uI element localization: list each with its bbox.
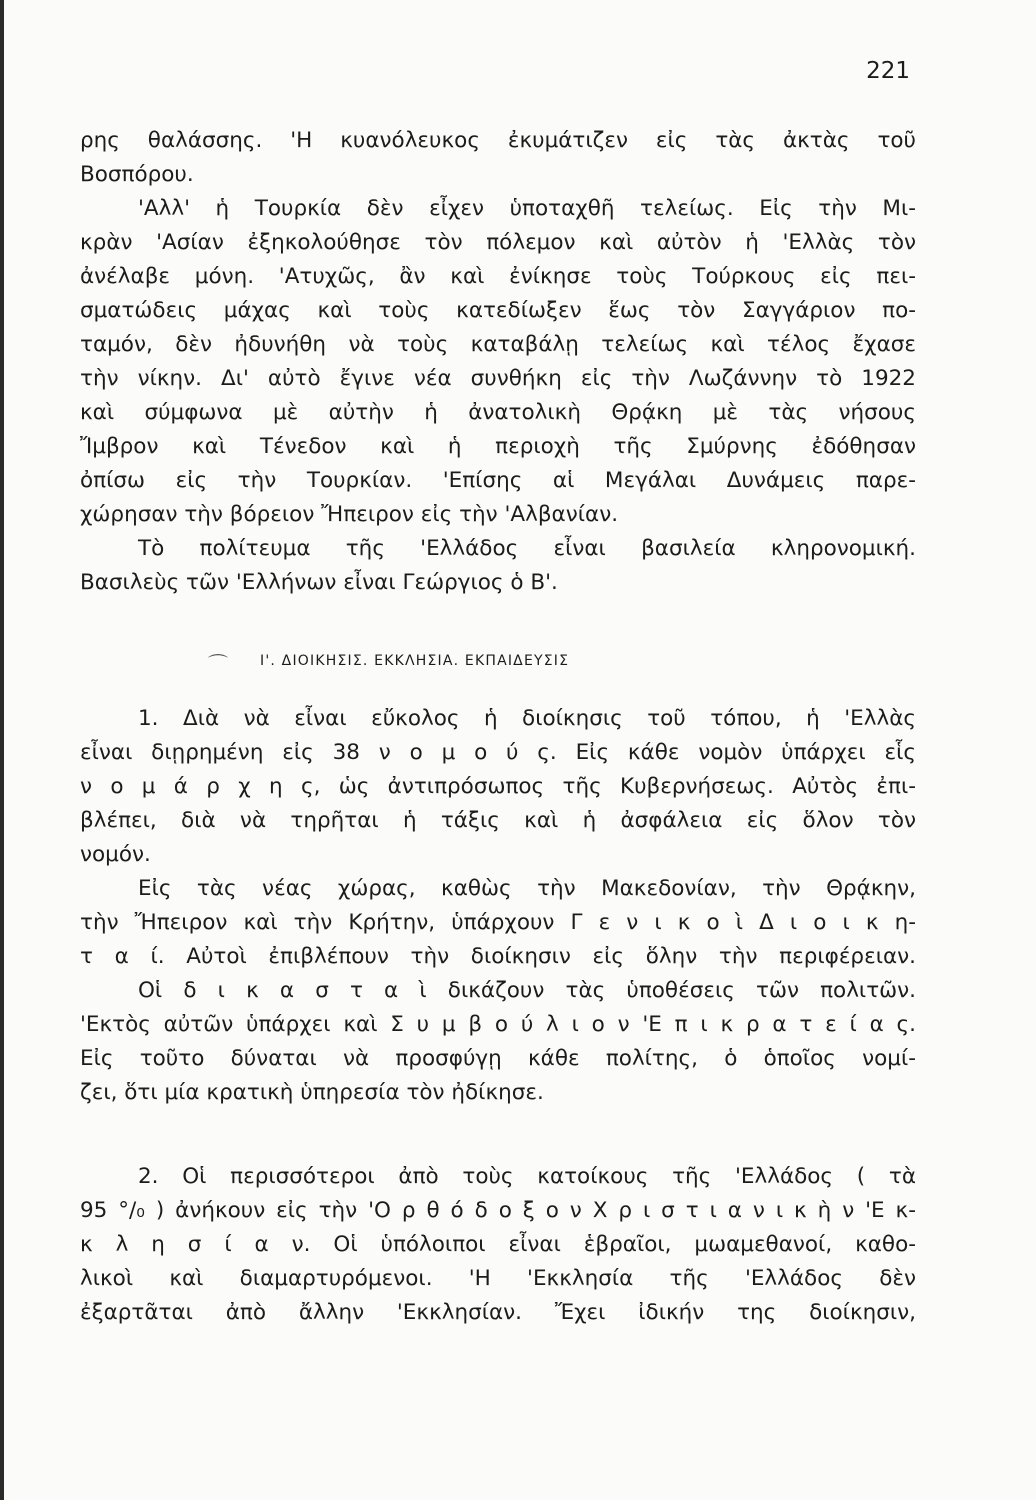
text-line: ταμόν, δὲν ἠδυνήθη νὰ τοὺς καταβάλῃ τελείως καὶ τέλος ἔχασε <box>80 332 916 357</box>
text-line: Τὸ πολίτευμα τῆς 'Ελλάδος εἶναι βασιλεία κληρονομική. <box>138 536 916 561</box>
text-line: Οἱ δ ι κ α σ τ α ὶ δικάζουν τὰς ὑποθέσεις τῶν πολιτῶν. <box>138 978 916 1003</box>
text-line: χώρησαν τὴν βόρειον Ἤπειρον εἰς τὴν 'Αλβανίαν. <box>80 502 619 527</box>
text-line: Ἴμβρον καὶ Τένεδον καὶ ἡ περιοχὴ τῆς Σμύρνης ἐδόθησαν <box>80 434 916 459</box>
text-line: ἐξαρτᾶται ἀπὸ ἄλλην 'Εκκλησίαν. Ἔχει ἰδικήν της διοίκησιν, <box>80 1300 916 1325</box>
text-line: νομόν. <box>80 842 151 867</box>
text-line: Βοσπόρου. <box>80 162 194 187</box>
text-line: λικοὶ καὶ διαμαρτυρόμενοι. 'Η 'Εκκλησία τῆς 'Ελλάδος δὲν <box>80 1266 916 1291</box>
text-line: σματώδεις μάχας καὶ τοὺς κατεδίωξεν ἕως τὸν Σαγγάριον πο- <box>80 298 916 323</box>
text-line: τὴν νίκην. Δι' αὐτὸ ἔγινε νέα συνθήκη εἰς τὴν Λωζάννην τὸ 1922 <box>80 366 916 391</box>
section-heading: Ι'. ΔΙΟΙΚΗΣΙΣ. ΕΚΚΛΗΣΙΑ. ΕΚΠΑΙΔΕΥΣΙΣ <box>260 653 570 669</box>
text-line: βλέπει, διὰ νὰ τηρῆται ἡ τάξις καὶ ἡ ἀσφάλεια εἰς ὅλον τὸν <box>80 808 916 833</box>
text-line: 95 °/₀ ) ἀνήκουν εἰς τὴν 'Ο ρ θ ό δ ο ξ ο ν Χ ρ ι σ τ ι α ν ι κ ὴ ν 'Ε κ- <box>80 1198 916 1223</box>
text-line: ὀπίσω εἰς τὴν Τουρκίαν. 'Επίσης αἱ Μεγάλαι Δυνάμεις παρε- <box>80 468 916 493</box>
text-line: κ λ η σ ί α ν. Οἱ ὑπόλοιποι εἶναι ἑβραῖοι, μωαμεθανοί, καθο- <box>80 1232 916 1257</box>
page-edge-shadow <box>0 0 4 1500</box>
paragraph-block-administration <box>80 702 916 1110</box>
paragraph-block-church <box>80 1160 916 1330</box>
text-line: 2. Οἱ περισσότεροι ἀπὸ τοὺς κατοίκους τῆς 'Ελλάδος ( τὰ <box>138 1164 916 1189</box>
text-line: 'Εκτὸς αὐτῶν ὑπάρχει καὶ Σ υ μ β ο ύ λ ι ο ν 'Ε π ι κ ρ α τ ε ί α ς. <box>80 1012 916 1037</box>
text-line: Βασιλεὺς τῶν 'Ελλήνων εἶναι Γεώργιος ὁ Β'. <box>80 570 558 595</box>
text-line: 'Αλλ' ἡ Τουρκία δὲν εἶχεν ὑποταχθῆ τελείως. Εἰς τὴν Μι- <box>138 196 916 221</box>
text-line: ν ο μ ά ρ χ η ς, ὡς ἀντιπρόσωπος τῆς Κυβερνήσεως. Αὐτὸς ἐπι- <box>80 774 916 799</box>
text-line: καὶ σύμφωνα μὲ αὐτὴν ἡ ἀνατολικὴ Θρᾴκη μὲ τὰς νήσους <box>80 400 916 425</box>
paragraph-block-history <box>80 124 916 600</box>
text-line: εἶναι διῃρημένη εἰς 38 ν ο μ ο ύ ς. Εἰς κάθε νομὸν ὑπάρχει εἷς <box>80 740 916 765</box>
text-line: 1. Διὰ νὰ εἶναι εὔκολος ἡ διοίκησις τοῦ τόπου, ἡ 'Ελλὰς <box>138 706 916 731</box>
margin-mark: ⌒ <box>208 652 228 676</box>
text-line: ζει, ὅτι μία κρατικὴ ὑπηρεσία τὸν ἠδίκησε. <box>80 1080 544 1105</box>
text-line: Εἰς τὰς νέας χώρας, καθὼς τὴν Μακεδονίαν, τὴν Θρᾴκην, <box>138 876 916 901</box>
text-line: κρὰν 'Ασίαν ἐξηκολούθησε τὸν πόλεμον καὶ αὐτὸν ἡ 'Ελλὰς τὸν <box>80 230 916 255</box>
text-line: ρης θαλάσσης. 'Η κυανόλευκος ἐκυμάτιζεν εἰς τὰς ἀκτὰς τοῦ <box>80 128 916 153</box>
page-number: 221 <box>866 58 910 84</box>
text-line: ἀνέλαβε μόνη. 'Ατυχῶς, ἂν καὶ ἐνίκησε τοὺς Τούρκους εἰς πει- <box>80 264 916 289</box>
text-line: Εἰς τοῦτο δύναται νὰ προσφύγῃ κάθε πολίτης, ὁ ὁποῖος νομί- <box>80 1046 916 1071</box>
text-line: τὴν Ἤπειρον καὶ τὴν Κρήτην, ὑπάρχουν Γ ε ν ι κ ο ὶ Δ ι ο ι κ η- <box>80 910 916 935</box>
text-line: τ α ί. Αὐτοὶ ἐπιβλέπουν τὴν διοίκησιν εἰς ὅλην τὴν περιφέρειαν. <box>80 944 916 969</box>
